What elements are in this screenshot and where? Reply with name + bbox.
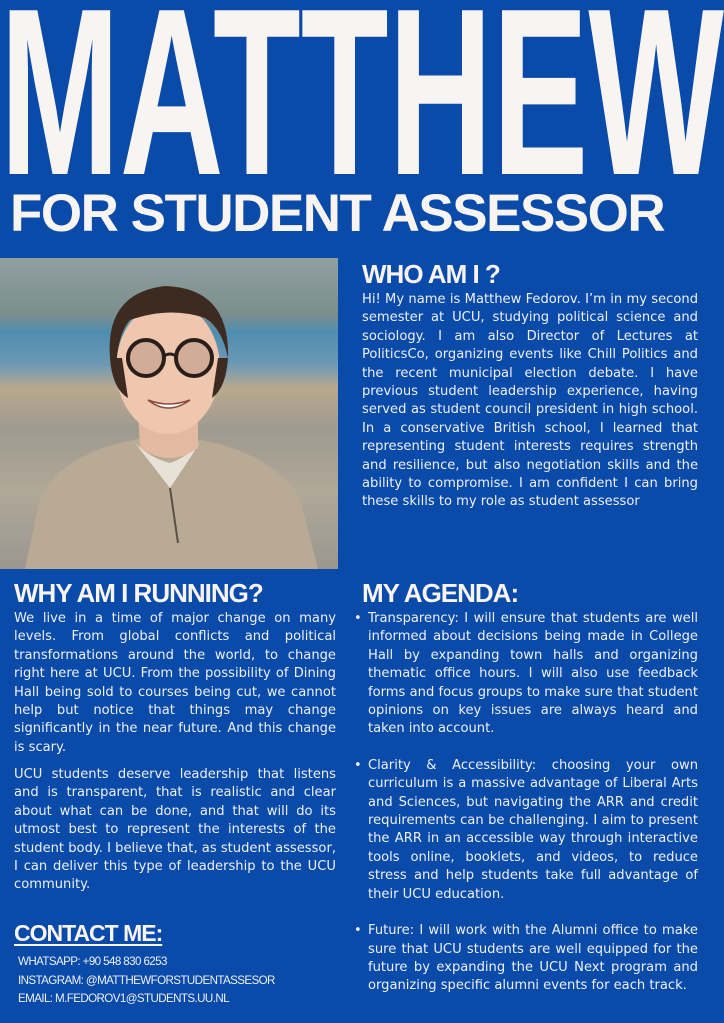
bullet-icon: • [354, 611, 362, 626]
who-am-i-text: Hi! My name is Matthew Fedorov. I’m in my second semester at UCU, studying political science and sociology. I am also Director of Lectures at PoliticsCo, organizing events like Chill Politics and the recent municipal election debate. I have previous student leadership experience, having served as student council president in high school. In a conservative British school, I learned that representing student interests requires strength and resilience, but also negotiation skills and the ability to compromise. I am confident I can bring these skills to my role as student assessor [362, 292, 698, 510]
who-am-i-heading: WHO AM I ? [362, 259, 500, 289]
contact-whatsapp: WHATSAPP: +90 548 830 6253 [18, 955, 167, 968]
why-running-paragraph-2: UCU students deserve leadership that listens and is transparent, that is realistic and clear about what can be done, and that will do its utmost best to represent the interests of the student body. I believe that, as student assessor, I can deliver this type of leadership to the UCU community. [14, 767, 336, 893]
contact-info [18, 953, 275, 1009]
portrait-illustration [0, 258, 338, 569]
candidate-photo [0, 258, 338, 569]
bullet-icon: • [354, 923, 362, 939]
agenda-item-transparency [352, 610, 698, 739]
bullet-icon: • [354, 757, 362, 773]
agenda-item-text: Future: I will work with the Alumni office to make sure that UCU students are well equipped for the future by expanding the UCU Next program and organizing specific alumni events for each track. [368, 923, 698, 994]
agenda-item-text: Clarity & Accessibility: choosing your own curriculum is a massive advantage of Liberal Arts and Sciences, but navigating the ARR and credit requirements can be challenging. I aim to present the ARR in an accessible way through interactive tools online, booklets, and videos, to reduce stress and help students take full advantage of their UCU education. [368, 757, 698, 902]
agenda-heading: MY AGENDA: [362, 578, 519, 608]
why-running-heading: WHY AM I RUNNING? [14, 578, 263, 608]
agenda-item-clarity-accessibility [352, 757, 698, 904]
contact-instagram: INSTAGRAM: @MATTHEWFORSTUDENTASSESOR [18, 973, 275, 987]
candidate-name-heading [0, 0, 724, 176]
agenda-item-future [352, 922, 698, 996]
subtitle-heading: FOR STUDENT ASSESSOR [10, 184, 665, 243]
why-running-paragraph-1: We live in a time of major change on many levels. From global conflicts and political transformations around the world, to change right here at UCU. From the possibility of Dining Hall being sold to courses being cut, we cannot help but notice that things may change significantly in the near future. And this change is scary. [14, 611, 336, 755]
agenda-item-text: Transparency: I will ensure that students are well informed about decisions being made in College Hall by expanding town halls and organizing thematic office hours. I will also use feedback forms and focus groups to make sure that student opinions on key issues are always heard and taken into account. [368, 611, 698, 737]
contact-email: EMAIL: M.FEDOROV1@STUDENTS.UU.NL [18, 992, 229, 1005]
contact-heading: CONTACT ME: [14, 920, 163, 946]
candidate-name-text: MATTHEW [0, 0, 724, 176]
agenda-list [352, 610, 698, 1014]
